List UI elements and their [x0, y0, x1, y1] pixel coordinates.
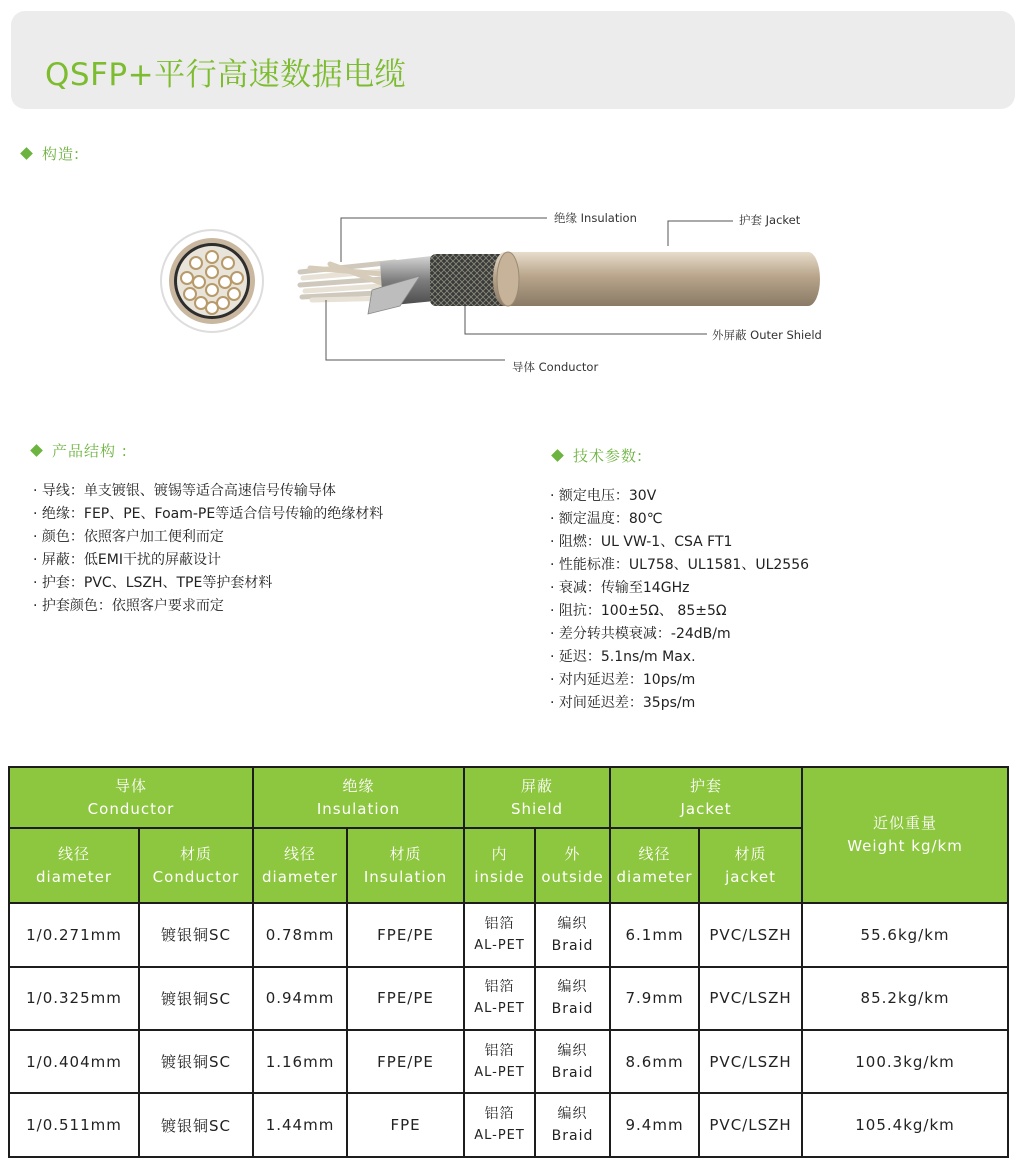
header-insulation-diameter: 线径 diameter: [253, 828, 347, 903]
header-shield-outside: 外 outside: [535, 828, 610, 903]
cell-insulation-material: FPE/PE: [347, 903, 464, 966]
list-item: · 护套：PVC、LSZH、TPE等护套材料: [33, 575, 273, 591]
tech-params-list: [550, 485, 809, 715]
header-insulation: 绝缘 Insulation: [253, 767, 464, 828]
cell-jacket-material: PVC/LSZH: [699, 967, 802, 1030]
list-item: · 衰减：传输至14GHz: [550, 580, 690, 596]
cell-conductor-diameter: 1/0.404mm: [9, 1030, 139, 1093]
label-outer-shield: 外屏蔽 Outer Shield: [712, 328, 822, 342]
list-item: · 额定电压：30V: [550, 488, 657, 504]
label-conductor: 导体 Conductor: [512, 360, 599, 374]
header-conductor-diameter: 线径 diameter: [9, 828, 139, 903]
tech-params-heading-text: 技术参数:: [573, 447, 644, 465]
cell-weight: 100.3kg/km: [802, 1030, 1008, 1093]
diamond-bullet-icon: [30, 444, 43, 457]
list-item: · 阻抗：100±5Ω、 85±5Ω: [550, 603, 727, 619]
label-jacket: 护套 Jacket: [739, 213, 801, 227]
structure-heading-text: 构造:: [42, 145, 81, 163]
header-jacket: 护套 Jacket: [610, 767, 802, 828]
list-item: · 阻燃：UL VW-1、CSA FT1: [550, 534, 733, 550]
cell-weight: 105.4kg/km: [802, 1093, 1008, 1157]
header-jacket-material: 材质 jacket: [699, 828, 802, 903]
list-item: · 绝缘：FEP、PE、Foam-PE等适合信号传输的绝缘材料: [33, 506, 384, 522]
list-item: · 屏蔽：低EMI干扰的屏蔽设计: [33, 552, 221, 568]
list-item: · 颜色：依照客户加工便利而定: [33, 529, 224, 545]
cell-weight: 85.2kg/km: [802, 967, 1008, 1030]
table-row: [9, 1030, 1008, 1093]
table-row: [9, 967, 1008, 1030]
table-row: [9, 903, 1008, 966]
cell-conductor-diameter: 1/0.271mm: [9, 903, 139, 966]
list-item: · 差分转共模衰减：-24dB/m: [550, 626, 731, 642]
diamond-bullet-icon: [551, 449, 564, 462]
cell-jacket-diameter: 7.9mm: [610, 967, 699, 1030]
tech-params-heading: [553, 445, 643, 466]
list-item: · 对间延迟差：35ps/m: [550, 695, 696, 711]
cell-insulation-diameter: 0.78mm: [253, 903, 347, 966]
jacket-body: [493, 252, 820, 306]
cell-insulation-material: FPE/PE: [347, 1030, 464, 1093]
cell-conductor-material: 镀银铜SC: [139, 903, 253, 966]
list-item: · 导线：单支镀银、镀锡等适合高速信号传输导体: [33, 483, 336, 499]
list-item: · 性能标准：UL758、UL1581、UL2556: [550, 557, 810, 573]
cell-conductor-diameter: 1/0.325mm: [9, 967, 139, 1030]
product-structure-heading-text: 产品结构 :: [52, 442, 128, 460]
list-item: · 额定温度：80℃: [550, 511, 663, 527]
page-title: QSFP+平行高速数据电缆: [45, 57, 407, 93]
cell-jacket-diameter: 9.4mm: [610, 1093, 699, 1157]
cell-jacket-diameter: 6.1mm: [610, 903, 699, 966]
header-insulation-material: 材质 Insulation: [347, 828, 464, 903]
product-structure-heading: [32, 440, 128, 461]
spec-table: [8, 766, 1009, 1158]
list-item: · 延迟：5.1ns/m Max.: [550, 649, 696, 665]
table-group-header-row: [9, 767, 1008, 828]
cell-insulation-diameter: 0.94mm: [253, 967, 347, 1030]
header-conductor-material: 材质 Conductor: [139, 828, 253, 903]
cell-shield-inside: 铝箔 AL-PET: [464, 967, 535, 1030]
cell-shield-inside: 铝箔 AL-PET: [464, 1093, 535, 1157]
header-shield: 屏蔽 Shield: [464, 767, 610, 828]
cell-conductor-material: 镀银铜SC: [139, 967, 253, 1030]
cell-conductor-material: 镀银铜SC: [139, 1030, 253, 1093]
cell-weight: 55.6kg/km: [802, 903, 1008, 966]
list-item: · 护套颜色：依照客户要求而定: [33, 598, 224, 614]
cell-insulation-diameter: 1.44mm: [253, 1093, 347, 1157]
cell-insulation-material: FPE/PE: [347, 967, 464, 1030]
header-weight: 近似重量 Weight kg/km: [802, 767, 1008, 903]
cell-shield-inside: 铝箔 AL-PET: [464, 1030, 535, 1093]
cell-conductor-diameter: 1/0.511mm: [9, 1093, 139, 1157]
cell-insulation-material: FPE: [347, 1093, 464, 1157]
list-item: · 对内延迟差：10ps/m: [550, 672, 696, 688]
table-row: [9, 1093, 1008, 1157]
cell-jacket-material: PVC/LSZH: [699, 903, 802, 966]
cell-shield-outside: 编织 Braid: [535, 1030, 610, 1093]
product-structure-list: [33, 480, 383, 618]
header-jacket-diameter: 线径 diameter: [610, 828, 699, 903]
cell-shield-outside: 编织 Braid: [535, 1093, 610, 1157]
cell-conductor-material: 镀银铜SC: [139, 1093, 253, 1157]
cross-section-icon: [161, 230, 263, 332]
cable-diagram: [0, 0, 1029, 420]
cell-jacket-material: PVC/LSZH: [699, 1030, 802, 1093]
cell-jacket-material: PVC/LSZH: [699, 1093, 802, 1157]
cell-jacket-diameter: 8.6mm: [610, 1030, 699, 1093]
header-conductor: 导体 Conductor: [9, 767, 253, 828]
label-insulation: 绝缘 Insulation: [554, 211, 637, 225]
cell-shield-outside: 编织 Braid: [535, 967, 610, 1030]
header-shield-inside: 内 inside: [464, 828, 535, 903]
cell-insulation-diameter: 1.16mm: [253, 1030, 347, 1093]
cell-shield-outside: 编织 Braid: [535, 903, 610, 966]
cell-shield-inside: 铝箔 AL-PET: [464, 903, 535, 966]
